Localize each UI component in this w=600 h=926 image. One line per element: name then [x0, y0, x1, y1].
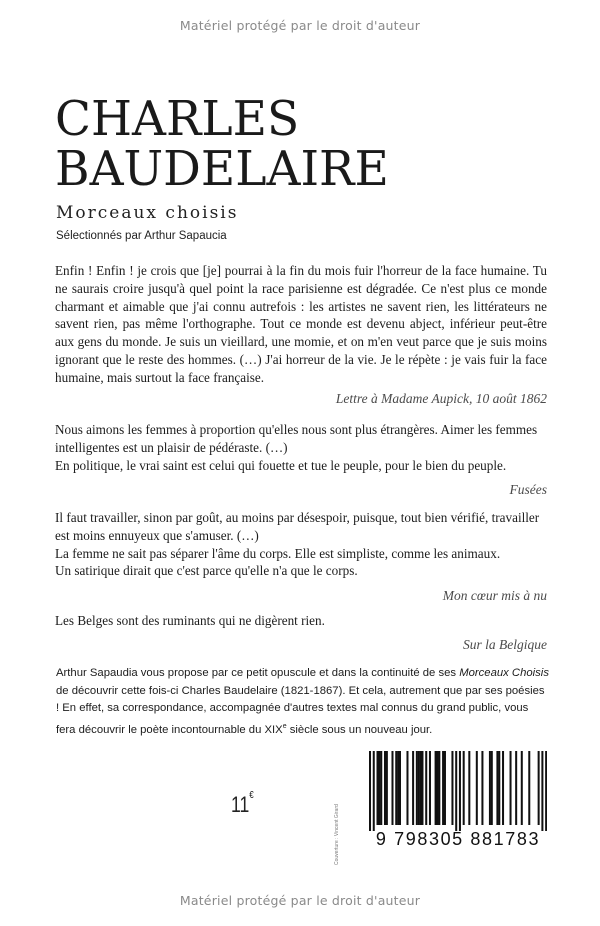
price-label	[231, 792, 254, 818]
quote-source-3: Mon cœur mis à nu	[442, 588, 547, 603]
quote-source-1: Lettre à Madame Aupick, 10 août 1862	[335, 391, 547, 406]
barcode-bar	[545, 751, 547, 831]
barcode-bar	[538, 751, 540, 825]
copyright-watermark-top: Matériel protégé par le droit d'auteur	[179, 18, 421, 33]
barcode-bar	[418, 751, 420, 825]
barcode-bar	[502, 751, 504, 825]
quote-source-2: Fusées	[509, 482, 547, 497]
barcode-bar	[386, 751, 388, 825]
copyright-watermark-bottom: Matériel protégé par le droit d'auteur	[179, 893, 421, 908]
barcode-bar	[373, 751, 375, 831]
selector-credit: Sélectionnés par Arthur Sapaucia	[56, 230, 227, 242]
barcode-bar	[397, 751, 399, 825]
barcode-bar	[528, 751, 530, 825]
quote-4	[55, 612, 547, 630]
barcode-bar	[435, 751, 437, 825]
quote-line: Nous aimons les femmes à proportion qu'elles nous sont plus étrangères. Aimer les femmes intelligentes est un plaisir de pédéraste. (…)	[55, 422, 538, 455]
barcode-bar	[380, 751, 382, 825]
barcode-bar	[463, 751, 465, 825]
barcode-bar	[476, 751, 478, 825]
barcode-bar	[436, 751, 438, 825]
barcode-bar	[496, 751, 498, 825]
quote-line: En politique, le vrai saint est celui qui fouette et tue le peuple, pour le bien du peuple.	[55, 457, 507, 473]
price-currency: €	[249, 790, 254, 801]
barcode-bar	[442, 751, 444, 825]
barcode-bar	[421, 751, 423, 825]
cover-credit: Couverture : Vincent Girard	[334, 804, 340, 865]
barcode-bar	[521, 751, 523, 825]
isbn-number: 9 798305 881783	[375, 829, 541, 849]
barcode-bars	[369, 751, 547, 831]
barcode-bar	[489, 751, 491, 825]
quote-line: Enfin ! Enfin ! je crois que [je] pourrai à la fin du mois fuir l'horreur de la face humaine. Tu ne saurais croire jusqu'à quel point la race parisienne est dégradée. Ce n'est plus ce monde charmant et aimable que j'ai connu autrefois : les artistes ne savent rien, les littérateurs ne savent rien, pas même l'orthographe. Tout ce monde est devenu abject, inférieur peut-être aux gens du monde. Je suis un vieillard, une momie, et on m'en veut parce que je suis moins ignorant que le reste des hommes. (…) J'ai horreur de la vie. Je le répète : je vais fuir la face humaine, mais surtout la face française.	[55, 263, 547, 385]
book-author-title	[55, 91, 506, 197]
quote-2	[55, 421, 547, 474]
blurb-superscript: e	[282, 722, 287, 730]
barcode-bar	[395, 751, 397, 825]
blurb-series-title: Morceaux Choisis	[459, 667, 549, 679]
quote-line: Les Belges sont des ruminants qui ne digèrent rien.	[55, 613, 325, 628]
barcode-bar	[369, 751, 371, 831]
barcode-bar	[425, 751, 427, 825]
barcode-bar	[491, 751, 493, 825]
barcode-bar	[541, 751, 543, 831]
blurb-text: siècle sous un nouveau jour.	[286, 723, 433, 736]
quote-line: Un satirique dirait que c'est parce qu'elle n'a que le corps.	[55, 563, 358, 579]
barcode-bar	[451, 751, 453, 825]
barcode-bar	[498, 751, 500, 825]
barcode-bar	[468, 751, 470, 825]
barcode-bar	[510, 751, 512, 825]
book-subtitle: Morceaux choisis	[56, 203, 239, 223]
quote-source-4: Sur la Belgique	[463, 637, 547, 652]
barcode-bar	[384, 751, 386, 825]
barcode-bar	[515, 751, 517, 825]
quote-3	[55, 509, 547, 580]
author-last-name: BAUDELAIRE	[55, 141, 389, 197]
barcode-bar	[378, 751, 380, 825]
barcode-bar	[481, 751, 483, 825]
blurb-text: de découvrir cette fois-ci Charles Baudelaire (1821-1867). Et cela, autrement que par ses poésies ! En effet, sa correspondance, accompagnée d'autres textes mal connus du grand public, vous fera découvrir le poète incontournable du XIX	[56, 684, 545, 736]
author-first-name: CHARLES	[55, 91, 300, 147]
barcode-bar	[406, 751, 408, 825]
back-cover-blurb	[56, 665, 550, 739]
barcode-bar	[416, 751, 418, 825]
barcode-bar	[444, 751, 446, 825]
barcode-bar	[455, 751, 457, 831]
blurb-text: Arthur Sapaudia vous propose par ce petit opuscule et dans la continuité de ses	[56, 667, 460, 679]
barcode-bar	[399, 751, 401, 825]
price-amount: 11	[231, 792, 250, 817]
barcode-bar	[438, 751, 440, 825]
barcode-bar	[376, 751, 378, 825]
barcode-bar	[429, 751, 431, 825]
quote-1	[55, 262, 547, 387]
barcode-bar	[420, 751, 422, 825]
barcode-bar	[459, 751, 461, 831]
barcode-bar	[412, 751, 414, 825]
quote-line: La femme ne sait pas séparer l'âme du corps. Elle est simpliste, comme les animaux.	[55, 545, 501, 561]
quote-line: Il faut travailler, sinon par goût, au moins par désespoir, puisque, tout bien vérifié, travailler est moins ennuyeux que s'amuser. (…)	[55, 510, 540, 543]
isbn-barcode	[369, 751, 547, 857]
barcode-bar	[391, 751, 393, 825]
